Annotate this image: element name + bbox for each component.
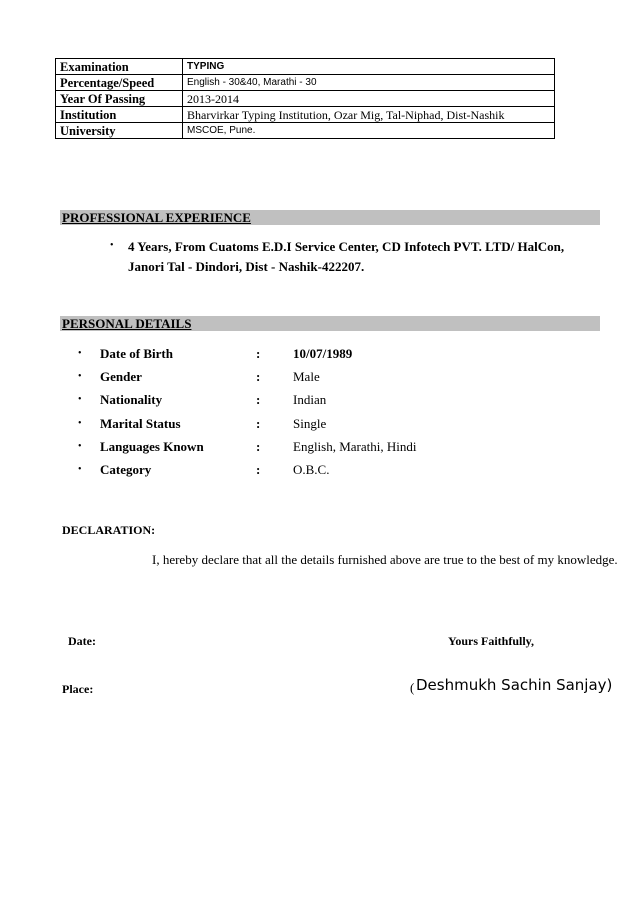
row-label-percentage-speed: Percentage/Speed: [56, 75, 183, 91]
professional-experience-heading: [60, 210, 600, 225]
table-row: [56, 59, 555, 75]
detail-label-languages-known: Languages Known: [100, 439, 204, 454]
row-label-university: University: [56, 123, 183, 139]
professional-experience-heading-text: PROFESSIONAL EXPERIENCE: [62, 210, 251, 225]
list-item: [78, 461, 618, 479]
detail-value-nationality: Indian: [293, 392, 327, 407]
detail-value-category: O.B.C.: [293, 462, 330, 477]
row-label-examination: Examination: [56, 59, 183, 75]
detail-separator: :: [256, 392, 261, 407]
signature-name: Deshmukh Sachin Sanjay): [416, 676, 613, 694]
personal-details-heading-text: PERSONAL DETAILS: [62, 316, 192, 331]
bullet-icon: •: [78, 371, 82, 382]
detail-label-nationality: Nationality: [100, 392, 163, 407]
list-item: [78, 345, 618, 363]
row-value-institution: Bharvirkar Typing Institution, Ozar Mig, Tal-Niphad, Dist-Nashik: [183, 107, 555, 123]
detail-separator: :: [256, 462, 261, 477]
detail-label-date-of-birth: Date of Birth: [100, 346, 173, 361]
detail-value-languages-known: English, Marathi, Hindi: [293, 439, 417, 454]
bullet-icon: •: [78, 441, 82, 452]
bullet-icon: •: [78, 418, 82, 429]
table-row: [56, 107, 555, 123]
experience-line-2: Janori Tal - Dindori, Dist - Nashik-422207.: [128, 259, 365, 274]
row-label-institution: Institution: [56, 107, 183, 123]
table-row: [56, 91, 555, 107]
declaration-title: DECLARATION:: [62, 523, 156, 537]
detail-separator: :: [256, 439, 261, 454]
bullet-icon: •: [110, 240, 114, 251]
signature-open-paren: (: [410, 680, 415, 695]
table-row: [56, 75, 555, 91]
detail-value-marital-status: Single: [293, 416, 327, 431]
row-value-percentage-speed: English - 30&40, Marathi - 30: [183, 75, 555, 91]
table-row: [56, 123, 555, 139]
detail-label-category: Category: [100, 462, 152, 477]
row-value-year-of-passing: 2013-2014: [183, 91, 555, 107]
experience-item: [128, 237, 588, 277]
row-value-university: MSCOE, Pune.: [183, 123, 555, 139]
bullet-icon: •: [78, 348, 82, 359]
list-item: [78, 391, 618, 409]
bullet-icon: •: [78, 394, 82, 405]
date-label: Date:: [68, 634, 96, 648]
declaration-text: I, hereby declare that all the details furnished above are true to the best of my knowledge.: [152, 552, 618, 567]
bullet-icon: •: [78, 464, 82, 475]
detail-separator: :: [256, 346, 261, 361]
personal-details-heading: [60, 316, 600, 331]
detail-separator: :: [256, 416, 261, 431]
detail-value-gender: Male: [293, 369, 320, 384]
detail-separator: :: [256, 369, 261, 384]
detail-value-date-of-birth: 10/07/1989: [293, 346, 353, 361]
place-label: Place:: [62, 682, 94, 696]
qualification-table: [55, 58, 555, 139]
row-value-examination: TYPING: [183, 59, 555, 75]
list-item: [78, 415, 618, 433]
row-label-year-of-passing: Year Of Passing: [56, 91, 183, 107]
list-item: [78, 368, 618, 386]
list-item: [78, 438, 618, 456]
closing-text: Yours Faithfully,: [448, 634, 535, 648]
detail-label-marital-status: Marital Status: [100, 416, 181, 431]
experience-line-1: 4 Years, From Cuatoms E.D.I Service Center, CD Infotech PVT. LTD/ HalCon,: [128, 239, 565, 254]
detail-label-gender: Gender: [100, 369, 142, 384]
